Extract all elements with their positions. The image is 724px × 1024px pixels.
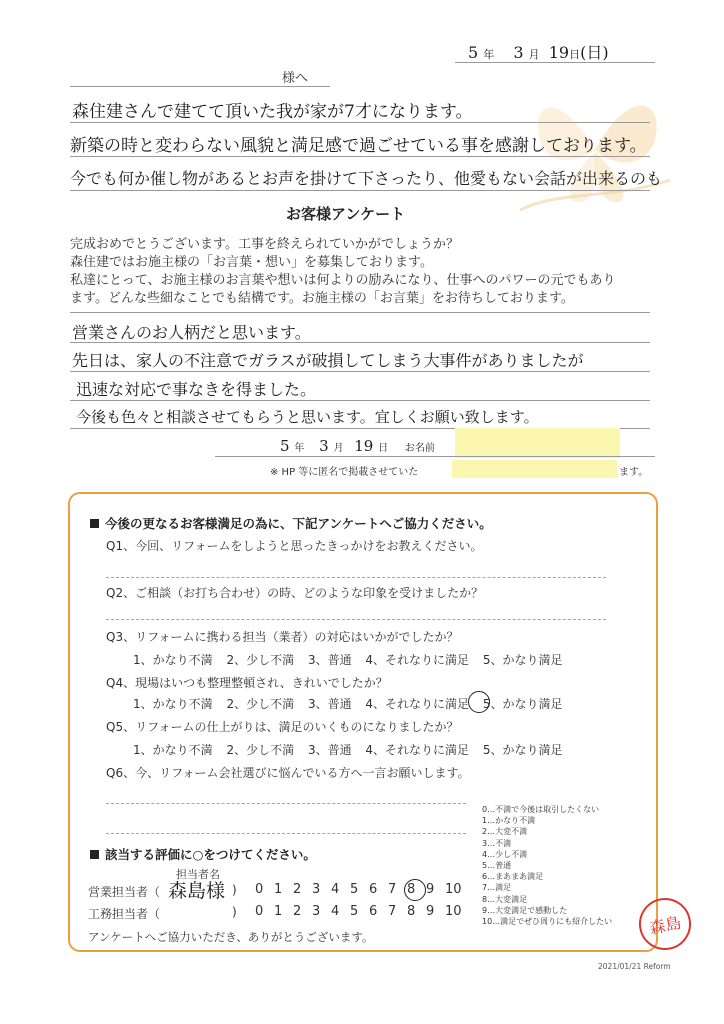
intro-line-2: 森住建ではお施主様の「お言葉・想い」を募集しております。 — [70, 255, 433, 270]
sales-score-2: 2 — [293, 882, 302, 897]
comment-line-4: 今後も色々と相談させてもらうと思います。宜しくお願い致します。 — [76, 408, 539, 426]
sales-score-9: 9 — [426, 882, 435, 897]
q5-option-3: 3、普通 — [307, 743, 352, 757]
note-right: ます。 — [619, 467, 649, 478]
q3-option-1: 1、かなり不満 — [133, 653, 213, 667]
tantou-label: 担当者名 — [176, 868, 220, 881]
q4-option-2: 2、少し不満 — [226, 697, 295, 711]
top-date-year-unit: 年 — [483, 48, 495, 61]
rating-heading — [90, 845, 316, 863]
letter-rule-3 — [70, 190, 650, 191]
q3-options — [133, 651, 563, 668]
box-heading — [90, 514, 492, 532]
sales-score-7: 7 — [388, 882, 397, 897]
sales-score-1: 1 — [274, 882, 283, 897]
comment-line-2: 先日は、家人の不注意でガラスが破損してしまう大事件がありましたが — [72, 351, 584, 370]
box-heading-square — [90, 519, 99, 528]
salutation-line — [70, 86, 330, 87]
thanks-text: アンケートへご協力いただき、ありがとうございます。 — [88, 930, 374, 944]
works-scale — [255, 904, 467, 919]
sign-date-day-unit: 日 — [378, 443, 389, 454]
box-heading-text: 今後の更なるお客様満足の為に、下記アンケートへご協力ください。 — [105, 516, 492, 531]
comment-line-1: 営業さんのお人柄だと思います。 — [72, 323, 311, 342]
comment-line-3: 迅速な対応で事なきを得ました。 — [76, 380, 317, 399]
top-date-day: 19 — [548, 43, 570, 62]
legend-0: 0…不満で今後は取引したくない — [482, 805, 600, 814]
top-date — [468, 40, 609, 63]
works-score-4: 4 — [331, 904, 340, 919]
legend-1: 1…かなり不満 — [482, 816, 536, 826]
comment-rule-0 — [70, 312, 650, 313]
sign-date-month-unit: 月 — [333, 443, 344, 454]
comment-rule-1 — [70, 342, 650, 343]
q4-options — [133, 695, 563, 712]
sales-score-4: 4 — [331, 882, 340, 897]
sales-score-3: 3 — [312, 882, 321, 897]
works-score-0: 0 — [255, 904, 264, 919]
sign-date-year: 5 — [280, 437, 290, 455]
legend-4: 4…少し不満 — [482, 849, 528, 859]
survey-title: お客様アンケート — [286, 205, 406, 223]
answer-line-6b — [106, 833, 466, 834]
question-3: Q3、リフォームに携わる担当（業者）の対応はいかがでしたか？ — [106, 630, 459, 644]
sales-close-paren: ) — [232, 883, 237, 897]
comment-rule-3 — [70, 400, 650, 401]
sales-name: 森島様 — [168, 880, 226, 902]
question-5: Q5、リフォームの仕上がりは、満足のいくものになりましたか？ — [106, 720, 459, 734]
legend-3: 3…不満 — [482, 838, 512, 848]
sign-rule — [215, 456, 655, 457]
works-row-label: 工務担当者（ — [88, 907, 161, 921]
question-2: Q2、ご相談（お打ち合わせ）の時、どのような印象を受けましたか？ — [106, 586, 484, 600]
top-date-weekday: (日) — [580, 43, 609, 62]
rating-legend — [482, 804, 612, 927]
letter-rule-2 — [70, 156, 650, 157]
sales-scale — [255, 882, 467, 897]
letter-line-2: 新築の時と変わらない風貌と満足感で過ごせている事を感謝しております。 — [70, 136, 647, 156]
legend-10: 10…満足でぜひ周りにも紹介したい — [482, 917, 613, 927]
sign-date — [280, 437, 435, 455]
sign-date-year-unit: 年 — [294, 443, 305, 454]
sales-score-circle — [404, 879, 426, 901]
top-date-day-unit: 日 — [569, 48, 581, 61]
legend-6: 6…まあまあ満足 — [482, 872, 544, 882]
sign-date-month: 3 — [319, 437, 329, 455]
works-score-5: 5 — [350, 904, 359, 919]
q4-selected-circle — [468, 691, 490, 713]
sales-score-8: 8 — [407, 882, 416, 897]
sales-score-6: 6 — [369, 882, 378, 897]
name-highlight — [455, 428, 620, 458]
letter-line-3: 今でも何か催し物があるとお声を掛けて下さったり、他愛もない会話が出来るのも — [70, 169, 663, 188]
works-score-10: 10 — [445, 904, 462, 919]
comment-rule-2 — [70, 371, 650, 372]
top-date-line — [455, 62, 655, 63]
question-6: Q6、今、リフォーム会社選びに悩んでいる方へ一言お願いします。 — [106, 766, 470, 780]
q5-option-2: 2、少し不満 — [226, 743, 295, 757]
answer-line-6a — [106, 803, 466, 804]
top-date-month: 3 — [513, 43, 524, 62]
sales-score-10: 10 — [445, 882, 462, 897]
q4-option-1: 1、かなり不満 — [133, 697, 213, 711]
legend-8: 8…大変満足 — [482, 894, 528, 904]
legend-9: 9…大変満足で感動した — [482, 905, 568, 915]
works-score-9: 9 — [426, 904, 435, 919]
q3-option-2: 2、少し不満 — [226, 653, 295, 667]
legend-5: 5…普通 — [482, 861, 512, 871]
intro-line-3: 私達にとって、お施主様のお言葉や想いは何よりの励みになり、仕事へのパワーの元でもあり — [70, 273, 616, 288]
q5-option-4: 4、それなりに満足 — [365, 743, 470, 757]
q3-option-5: 5、かなり満足 — [482, 653, 563, 667]
rating-heading-square — [90, 850, 99, 859]
letter-rule-1 — [70, 122, 650, 123]
works-close-paren: ) — [232, 905, 237, 919]
salutation: 様へ — [282, 71, 309, 86]
works-score-8: 8 — [407, 904, 416, 919]
sales-score-0: 0 — [255, 882, 264, 897]
q4-option-5: 5、かなり満足 — [482, 697, 563, 711]
answer-line-1 — [106, 577, 606, 578]
letter-line-1: 森住建さんで建てて頂いた我が家が7才になります。 — [72, 102, 473, 122]
q4-option-4: 4、それなりに満足 — [365, 697, 470, 711]
q5-option-1: 1、かなり不満 — [133, 743, 213, 757]
works-score-6: 6 — [369, 904, 378, 919]
legend-2: 2…大変不満 — [482, 827, 528, 837]
sign-date-day: 19 — [354, 437, 374, 455]
q3-option-3: 3、普通 — [307, 653, 352, 667]
works-score-2: 2 — [293, 904, 302, 919]
footer-date: 2021/01/21 Reform — [598, 962, 671, 971]
top-date-year: 5 — [468, 43, 479, 62]
name-label: お名前 — [404, 443, 435, 454]
works-score-3: 3 — [312, 904, 321, 919]
answer-line-2 — [106, 619, 606, 620]
legend-7: 7…満足 — [482, 883, 512, 893]
intro-line-4: ます。どんな些細なことでも結構です。お施主様の「お言葉」をお待ちしております。 — [70, 291, 574, 306]
note-highlight — [452, 460, 617, 478]
q5-option-5: 5、かなり満足 — [482, 743, 563, 757]
note-left: ※ HP 等に匿名で掲載させていた — [270, 467, 419, 478]
q4-option-3: 3、普通 — [307, 697, 352, 711]
intro-line-1: 完成おめでとうございます。工事を終えられていかがでしょうか？ — [70, 237, 459, 252]
q3-option-4: 4、それなりに満足 — [365, 653, 470, 667]
works-score-1: 1 — [274, 904, 283, 919]
stamp-text: 森島 — [647, 912, 683, 938]
rating-heading-text: 該当する評価に○をつけてください。 — [105, 847, 316, 862]
question-4: Q4、現場はいつも整理整頓され、きれいでしたか？ — [106, 676, 388, 690]
q5-options — [133, 741, 563, 758]
works-score-7: 7 — [388, 904, 397, 919]
sales-score-5: 5 — [350, 882, 359, 897]
question-1: Q1、今回、リフォームをしようと思ったきっかけをお教えください。 — [106, 539, 483, 553]
sales-row-label: 営業担当者（ — [88, 885, 161, 899]
top-date-month-unit: 月 — [528, 48, 540, 61]
